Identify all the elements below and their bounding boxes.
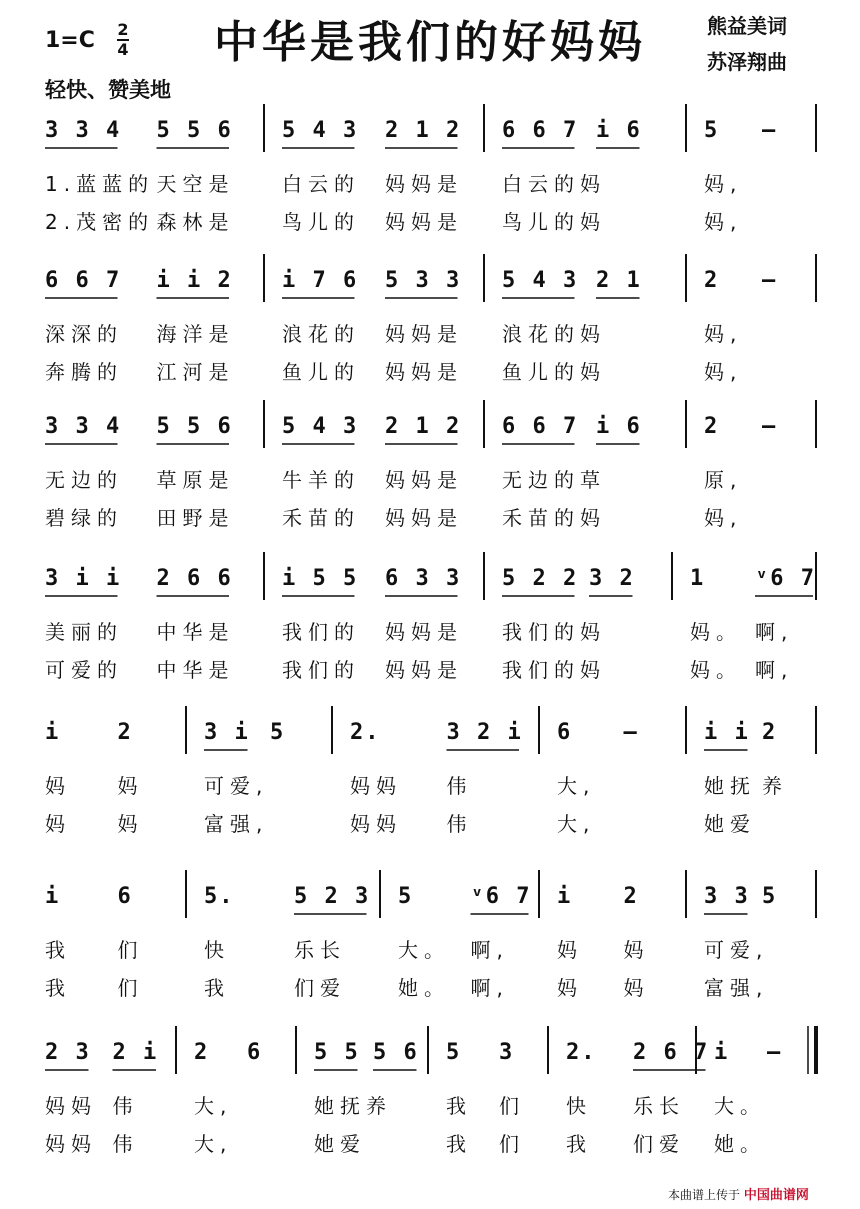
note-group: 2 6 7 — [633, 1040, 710, 1065]
note-group: 2. — [350, 720, 381, 745]
note-group: 6 — [557, 720, 573, 745]
note-group: 5 — [762, 884, 778, 909]
lyric-verse-1: 草原是 — [156, 468, 235, 492]
lyric-verse-1: 1.蓝蓝的 — [45, 172, 155, 196]
lyric-verse-2: 妈 — [623, 976, 650, 1000]
lyric-verse-1: 乐长 — [633, 1094, 685, 1118]
note-group: – — [762, 268, 778, 293]
lyric-verse-2: 大, — [194, 1132, 233, 1156]
lyric-verse-2: 中华是 — [156, 658, 235, 682]
lyric-verse-2: 我 — [446, 1132, 472, 1156]
lyric-verse-2: 富强, — [204, 812, 269, 836]
note-group: 2 6 6 — [156, 566, 233, 591]
note-group: 2 i — [112, 1040, 159, 1065]
note-group: 3 — [499, 1040, 515, 1065]
footer-brand-logo: 中国曲谱网 — [743, 1188, 809, 1203]
lyric-verse-2: 妈, — [704, 210, 743, 234]
lyric-verse-1: 伟 — [112, 1094, 139, 1118]
lyric-verse-1: 妈妈是 — [385, 468, 463, 492]
lyric-verse-2: 妈 — [557, 976, 583, 1000]
note-group: i 7 6 — [282, 268, 359, 293]
note-group: ᵛ6 7 — [470, 884, 532, 909]
lyric-verse-2: 鸟儿的 — [282, 210, 360, 234]
lyric-verse-2: 我们的 — [282, 658, 360, 682]
lyric-verse-2: 她。 — [398, 976, 450, 1000]
note-group: 2 — [704, 414, 720, 439]
note-group: 6 3 3 — [385, 566, 462, 591]
note-group: i — [45, 884, 61, 909]
lyric-verse-2: 她。 — [714, 1132, 766, 1156]
lyric-verse-2: 鱼儿的 — [282, 360, 360, 384]
note-group: 2 — [623, 884, 639, 909]
lyric-verse-1: 妈妈 — [350, 774, 402, 798]
lyric-verse-1: 快 — [566, 1094, 592, 1118]
lyric-verse-1: 白云的妈 — [502, 172, 606, 196]
note-group: i 6 — [596, 118, 642, 143]
lyric-verse-1: 啊, — [470, 938, 509, 962]
lyric-verse-1: 可爱, — [204, 774, 269, 798]
lyric-verse-2: 妈妈 — [45, 1132, 97, 1156]
note-group: – — [762, 118, 778, 143]
lyric-verse-2: 鸟儿的妈 — [502, 210, 606, 234]
note-group: 5 4 3 — [282, 118, 359, 143]
lyric-verse-2: 妈妈是 — [385, 210, 463, 234]
lyric-verse-1: 美丽的 — [45, 620, 123, 644]
note-group: – — [762, 414, 778, 439]
note-group: 5 5 6 — [156, 118, 233, 143]
note-group: 5 — [270, 720, 286, 745]
note-group: i 5 5 — [282, 566, 359, 591]
lyric-verse-1: 浪花的 — [282, 322, 360, 346]
lyric-verse-1: 大。 — [714, 1094, 766, 1118]
lyric-verse-1: 原, — [704, 468, 743, 492]
note-group: 2 — [762, 720, 778, 745]
lyric-verse-2: 伟 — [446, 812, 473, 836]
lyric-verse-1: 妈妈是 — [385, 322, 463, 346]
note-group: 6 — [117, 884, 133, 909]
lyric-verse-2: 啊, — [755, 658, 794, 682]
lyric-verse-1: 们 — [117, 938, 144, 962]
note-group: 5 5 — [314, 1040, 360, 1065]
lyric-verse-2: 妈。 — [690, 658, 742, 682]
lyric-verse-2: 妈 — [117, 812, 144, 836]
note-group: 3 2 i — [446, 720, 523, 745]
song-title: 中华是我们的好妈妈 — [214, 17, 646, 68]
lyric-verse-2: 们爱 — [294, 976, 346, 1000]
tempo-marking: 轻快、赞美地 — [45, 78, 171, 102]
lyric-verse-2: 禾苗的妈 — [502, 506, 606, 530]
lyric-verse-1: 伟 — [446, 774, 473, 798]
note-group: 5 2 2 — [502, 566, 579, 591]
lyric-verse-2: 我 — [45, 976, 71, 1000]
lyric-verse-1: 大, — [557, 774, 596, 798]
lyric-verse-1: 快 — [204, 938, 230, 962]
lyric-verse-1: 妈妈是 — [385, 172, 463, 196]
note-group: 6 — [247, 1040, 263, 1065]
lyric-verse-2: 妈妈是 — [385, 658, 463, 682]
lyric-verse-1: 她抚 — [704, 774, 756, 798]
lyric-verse-2: 禾苗的 — [282, 506, 360, 530]
lyric-verse-1: 妈 — [623, 938, 650, 962]
lyric-verse-2: 啊, — [470, 976, 509, 1000]
lyric-verse-2: 奔腾的 — [45, 360, 123, 384]
note-group: 3 3 4 — [45, 118, 122, 143]
lyricist-credit: 熊益美词 — [707, 14, 787, 38]
lyric-verse-2: 她爱 — [314, 1132, 366, 1156]
lyric-verse-1: 妈 — [117, 774, 144, 798]
note-group: 2 — [194, 1040, 210, 1065]
lyric-verse-1: 我们的妈 — [502, 620, 606, 644]
meter-numerator: 2 — [117, 20, 129, 39]
note-group: – — [767, 1040, 783, 1065]
meter-denominator: 4 — [117, 40, 129, 59]
lyric-verse-2: 鱼儿的妈 — [502, 360, 606, 384]
lyric-verse-1: 牛羊的 — [282, 468, 360, 492]
lyric-verse-1: 乐长 — [294, 938, 346, 962]
note-group: 5 3 3 — [385, 268, 462, 293]
note-group: 6 6 7 — [502, 414, 579, 439]
note-group: 6 6 7 — [502, 118, 579, 143]
lyric-verse-1: 养 — [762, 774, 788, 798]
lyric-verse-1: 大, — [194, 1094, 233, 1118]
note-group: i — [45, 720, 61, 745]
lyric-verse-1: 大。 — [398, 938, 450, 962]
lyric-verse-1: 妈, — [704, 322, 743, 346]
lyric-verse-1: 白云的 — [282, 172, 360, 196]
lyric-verse-2: 们 — [499, 1132, 525, 1156]
note-group: 2 3 — [45, 1040, 91, 1065]
note-group: 5 — [704, 118, 720, 143]
lyric-verse-1: 她抚养 — [314, 1094, 392, 1118]
lyric-verse-2: 我 — [566, 1132, 592, 1156]
note-group: 6 6 7 — [45, 268, 122, 293]
note-group: – — [623, 720, 639, 745]
note-group: 3 2 — [589, 566, 635, 591]
lyric-verse-2: 们爱 — [633, 1132, 685, 1156]
lyric-verse-1: 我 — [446, 1094, 472, 1118]
note-group: 2 — [117, 720, 133, 745]
note-group: 3 i — [204, 720, 250, 745]
lyric-verse-2: 2.茂密的 — [45, 210, 155, 234]
note-group: ᵛ6 7 — [755, 566, 816, 591]
lyric-verse-2: 妈 — [45, 812, 71, 836]
note-group: 3 3 4 — [45, 414, 122, 439]
note-group: i — [557, 884, 573, 909]
footer-credit — [668, 1184, 809, 1203]
lyric-verse-2: 富强, — [704, 976, 769, 1000]
note-group: 5 4 3 — [502, 268, 579, 293]
lyric-verse-1: 中华是 — [156, 620, 235, 644]
note-group: 5 6 — [373, 1040, 419, 1065]
lyric-verse-1: 浪花的妈 — [502, 322, 606, 346]
note-group: 5 2 3 — [294, 884, 371, 909]
note-group: 3 3 — [704, 884, 750, 909]
lyric-verse-1: 妈。 — [690, 620, 742, 644]
note-group: 5 — [398, 884, 414, 909]
lyric-verse-1: 我 — [45, 938, 71, 962]
lyric-verse-2: 森林是 — [156, 210, 235, 234]
lyric-verse-1: 妈 — [557, 938, 583, 962]
lyric-verse-1: 天空是 — [156, 172, 235, 196]
lyric-verse-1: 海洋是 — [156, 322, 235, 346]
lyric-verse-2: 妈妈是 — [385, 360, 463, 384]
lyric-verse-1: 深深的 — [45, 322, 123, 346]
lyric-verse-1: 无边的 — [45, 468, 123, 492]
lyric-verse-1: 妈妈 — [45, 1094, 97, 1118]
note-group: 2 1 — [596, 268, 642, 293]
lyric-verse-1: 妈 — [45, 774, 71, 798]
lyric-verse-2: 们 — [117, 976, 144, 1000]
note-group: 2 — [704, 268, 720, 293]
lyric-verse-1: 无边的草 — [502, 468, 606, 492]
lyric-verse-2: 伟 — [112, 1132, 139, 1156]
lyric-verse-1: 我们的 — [282, 620, 360, 644]
note-group: 2. — [566, 1040, 597, 1065]
lyric-verse-2: 可爱的 — [45, 658, 123, 682]
key-signature: 1=C — [45, 28, 95, 53]
lyric-verse-2: 妈, — [704, 506, 743, 530]
lyric-verse-2: 江河是 — [156, 360, 235, 384]
lyric-verse-2: 妈妈 — [350, 812, 402, 836]
note-group: i — [714, 1040, 730, 1065]
lyric-verse-1: 们 — [499, 1094, 525, 1118]
lyric-verse-1: 啊, — [755, 620, 794, 644]
note-group: 5 5 6 — [156, 414, 233, 439]
note-group: i 6 — [596, 414, 642, 439]
lyric-verse-2: 我 — [204, 976, 230, 1000]
lyric-verse-1: 妈, — [704, 172, 743, 196]
note-group: 3 i i — [45, 566, 122, 591]
lyric-verse-2: 她爱 — [704, 812, 756, 836]
lyric-verse-2: 妈, — [704, 360, 743, 384]
composer-credit: 苏泽翔曲 — [707, 50, 787, 74]
note-group: 1 — [690, 566, 706, 591]
note-group: i i — [704, 720, 750, 745]
note-group: 2 1 2 — [385, 118, 462, 143]
lyric-verse-2: 妈妈是 — [385, 506, 463, 530]
lyric-verse-1: 妈妈是 — [385, 620, 463, 644]
note-group: i i 2 — [156, 268, 233, 293]
footer-text: 本曲谱上传于 — [668, 1188, 741, 1202]
note-group: 5 — [446, 1040, 462, 1065]
lyric-verse-2: 我们的妈 — [502, 658, 606, 682]
lyric-verse-2: 田野是 — [156, 506, 235, 530]
lyric-verse-1: 可爱, — [704, 938, 769, 962]
lyric-verse-2: 大, — [557, 812, 596, 836]
lyric-verse-2: 碧绿的 — [45, 506, 123, 530]
note-group: 2 1 2 — [385, 414, 462, 439]
note-group: 5 4 3 — [282, 414, 359, 439]
note-group: 5. — [204, 884, 235, 909]
